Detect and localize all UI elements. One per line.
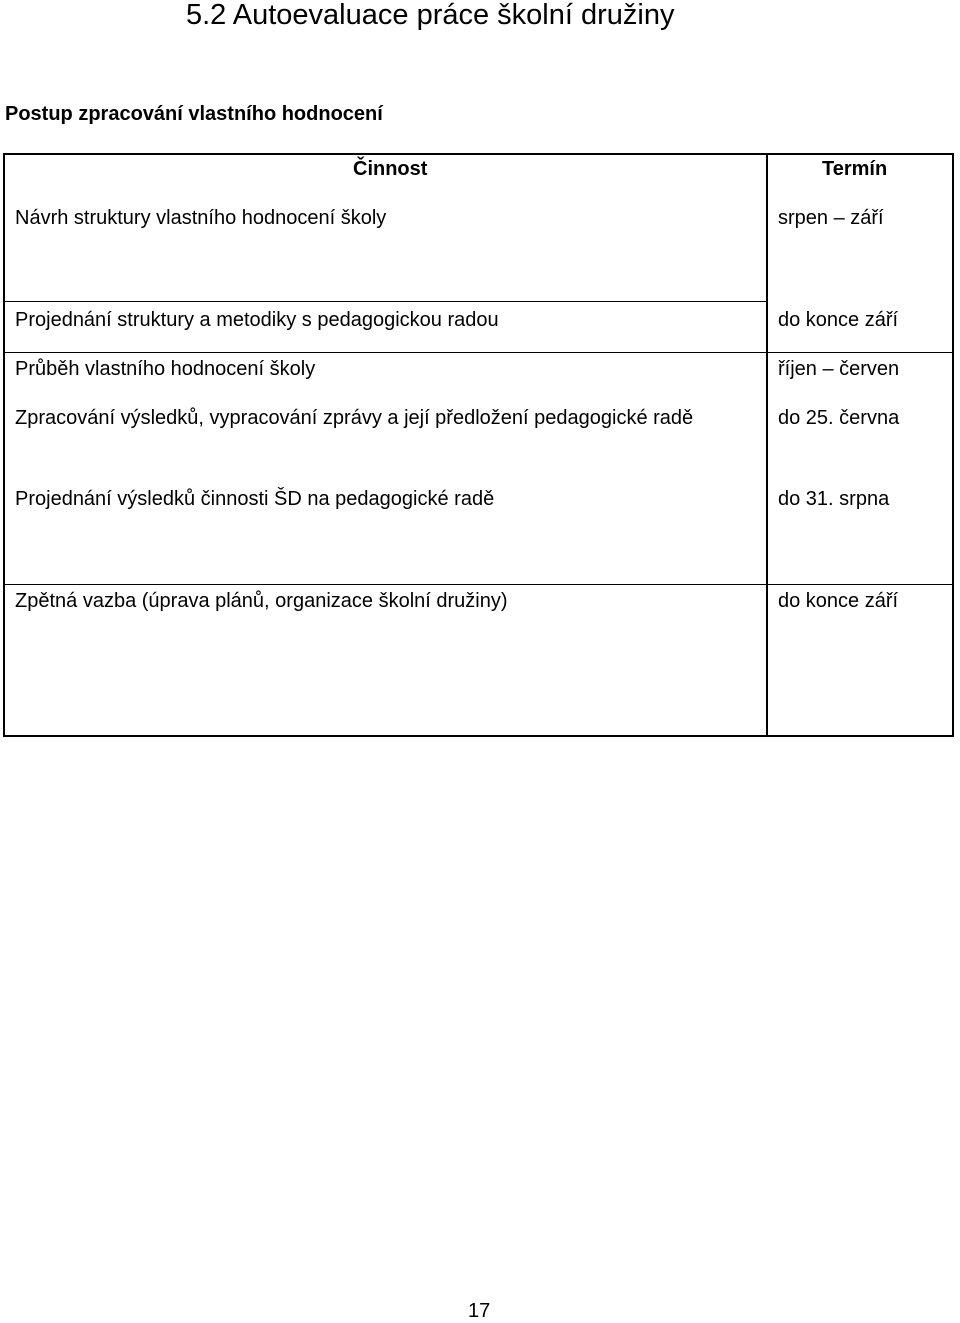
table-cell-activity: Zpracování výsledků, vypracování zprávy a její předložení pedagogické radě: [15, 407, 694, 429]
page-number: 17: [468, 1300, 491, 1322]
table-border: [3, 153, 954, 737]
table-cell-activity: Průběh vlastního hodnocení školy: [15, 358, 316, 380]
table-cell-deadline: do konce září: [778, 590, 899, 612]
row-divider: [4, 301, 767, 302]
table-cell-activity: Návrh struktury vlastního hodnocení školy: [15, 207, 387, 229]
table-cell-activity: Zpětná vazba (úprava plánů, organizace školní družiny): [15, 590, 508, 612]
section-heading: 5.2 Autoevaluace práce školní družiny: [186, 0, 675, 31]
column-divider: [766, 153, 768, 737]
table-cell-deadline: srpen – září: [778, 207, 884, 229]
subheading: Postup zpracování vlastního hodnocení: [5, 103, 383, 125]
table-header-deadline: Termín: [822, 158, 888, 180]
table-cell-deadline: říjen – červen: [778, 358, 900, 380]
table-cell-activity: Projednání výsledků činnosti ŠD na pedagogické radě: [15, 488, 495, 510]
table-cell-deadline: do 31. srpna: [778, 488, 890, 510]
table-header-activity: Činnost: [353, 158, 428, 180]
table-cell-deadline: do konce září: [778, 309, 899, 331]
table-cell-deadline: do 25. června: [778, 407, 900, 429]
table-cell-activity: Projednání struktury a metodiky s pedagogickou radou: [15, 309, 499, 331]
